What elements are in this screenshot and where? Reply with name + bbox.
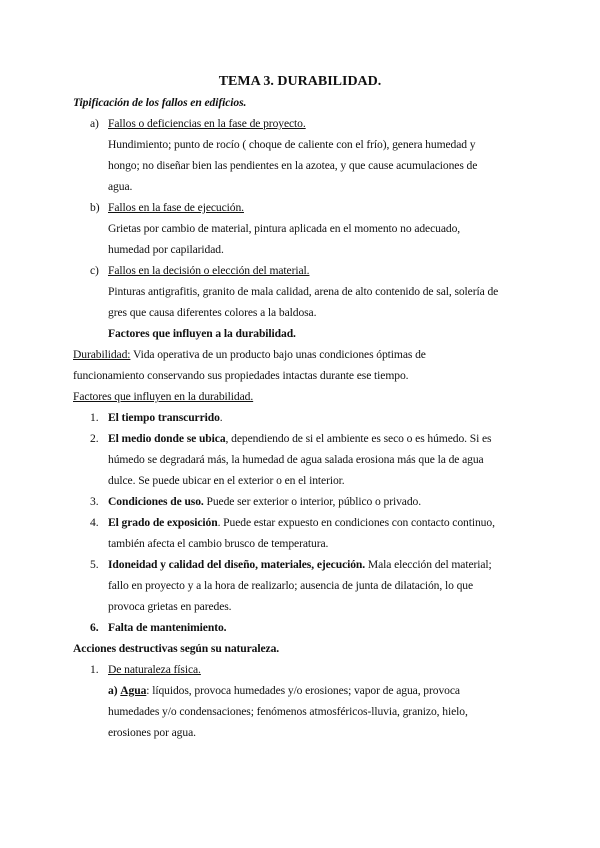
factor-2-line-3: dulce. Se puede ubicar en el exterior o en el interior. <box>108 474 345 487</box>
naturaleza-fisica-heading: De naturaleza física. <box>108 663 201 676</box>
factor-5-line <box>108 558 492 572</box>
factor-1-marker: 1. <box>90 411 99 424</box>
factor-6-line <box>108 621 226 635</box>
factor-4-line <box>108 516 495 530</box>
durabilidad-text-1: Vida operativa de un producto bajo unas condiciones óptimas de <box>130 348 426 361</box>
fallo-a-line-1: Hundimiento; punto de rocío ( choque de caliente con el frío), genera humedad y <box>108 138 476 151</box>
factor-5-line-2: fallo en proyecto y a la hora de realizarlo; ausencia de junta de dilatación, lo que <box>108 579 474 592</box>
fallo-a-line-3: agua. <box>108 180 133 193</box>
acciones-heading: Acciones destructivas según su naturaleza. <box>73 642 280 655</box>
factor-5-rest: Mala elección del material; <box>365 558 492 571</box>
fallo-a-line-2: hongo; no diseñar bien las pendientes en la azotea, y que cause acumulaciones de <box>108 159 478 172</box>
factor-1-bold: El tiempo transcurrido <box>108 411 220 424</box>
factor-1-line <box>108 411 223 425</box>
factores-bold-heading: Factores que influyen a la durabilidad. <box>108 327 296 340</box>
factor-6-bold: Falta de mantenimiento. <box>108 621 227 634</box>
agua-line-2: humedades y/o condensaciones; fenómenos atmosféricos-lluvia, granizo, hielo, <box>108 705 468 718</box>
naturaleza-fisica-marker: 1. <box>90 663 99 676</box>
agua-line-1 <box>108 684 460 698</box>
factor-1-rest: . <box>219 411 223 424</box>
fallo-b-heading: Fallos en la fase de ejecución. <box>108 201 244 214</box>
factor-2-line-2: húmedo se degradará más, la humedad de agua salada erosiona más que la de agua <box>108 453 484 466</box>
factor-5-line-3: provoca grietas en paredes. <box>108 600 232 613</box>
durabilidad-line-2: funcionamiento conservando sus propiedades intactas durante ese tiempo. <box>73 369 409 382</box>
factor-6-marker: 6. <box>90 621 99 634</box>
fallo-c-heading: Fallos en la decisión o elección del material. <box>108 264 310 277</box>
factores-underlined-heading: Factores que influyen en la durabilidad. <box>73 390 254 403</box>
fallo-a-heading: Fallos o deficiencias en la fase de proyecto. <box>108 117 306 130</box>
tipificacion-heading: Tipificación de los fallos en edificios. <box>73 96 247 109</box>
factor-2-rest: , dependiendo de si el ambiente es seco o es húmedo. Si es <box>225 432 492 445</box>
fallo-b-marker: b) <box>90 201 100 214</box>
document-title: TEMA 3. DURABILIDAD. <box>218 74 382 89</box>
factor-3-marker: 3. <box>90 495 99 508</box>
factor-5-bold: Idoneidad y calidad del diseño, materiales, ejecución. <box>108 558 366 571</box>
factor-2-marker: 2. <box>90 432 99 445</box>
fallo-a-marker: a) <box>90 117 99 130</box>
fallo-c-line-1: Pinturas antigrafitis, granito de mala calidad, arena de alto contenido de sal, solería de <box>108 285 499 298</box>
fallo-b-line-2: humedad por capilaridad. <box>108 243 224 256</box>
factor-3-bold: Condiciones de uso. <box>108 495 204 508</box>
factor-5-marker: 5. <box>90 558 99 571</box>
durabilidad-line-1 <box>73 348 426 362</box>
agua-line-3: erosiones por agua. <box>108 726 196 739</box>
factor-4-line-2: también afecta el cambio brusco de temperatura. <box>108 537 329 550</box>
fallo-c-line-2: gres que causa diferentes colores a la baldosa. <box>108 306 317 319</box>
factor-4-rest: . Puede estar expuesto en condiciones con contacto continuo, <box>217 516 495 529</box>
factor-4-marker: 4. <box>90 516 99 529</box>
factor-4-bold: El grado de exposición <box>108 516 218 529</box>
agua-term: Agua <box>120 684 147 697</box>
factor-2-bold: El medio donde se ubica <box>108 432 226 445</box>
agua-text-1: : líquidos, provoca humedades y/o erosiones; vapor de agua, provoca <box>146 684 460 697</box>
agua-marker: a) <box>108 684 118 697</box>
durabilidad-term: Durabilidad: <box>73 348 131 361</box>
fallo-c-marker: c) <box>90 264 99 277</box>
factor-3-rest: Puede ser exterior o interior, público o privado. <box>203 495 422 508</box>
fallo-b-line-1: Grietas por cambio de material, pintura aplicada en el momento no adecuado, <box>108 222 461 235</box>
factor-2-line <box>108 432 491 446</box>
factor-3-line <box>108 495 421 509</box>
